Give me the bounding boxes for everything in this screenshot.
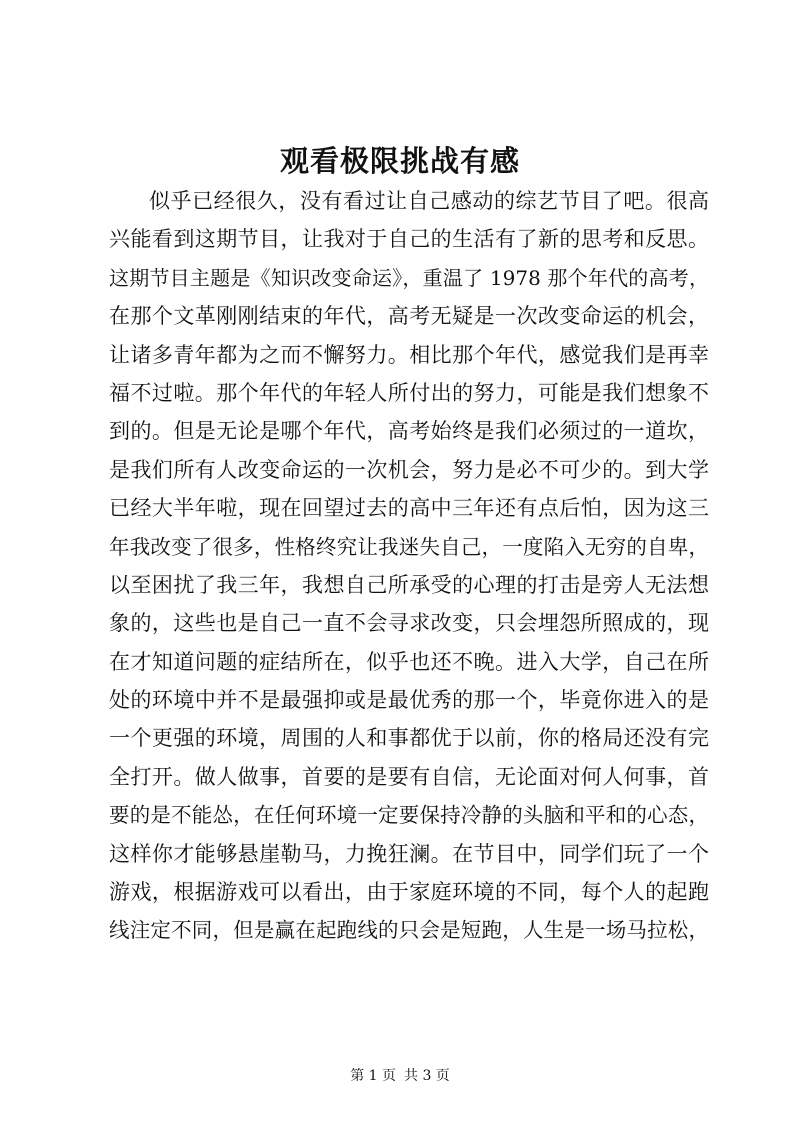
page-footer: [0, 1066, 800, 1086]
page-total: 共 3 页: [404, 1068, 450, 1084]
body-line: 这样你才能够悬崖勒马，力挽狂澜。在节目中，同学们玩了一个: [109, 841, 709, 866]
body-line: 以至困扰了我三年，我想自己所承受的心理的打击是旁人无法想: [109, 572, 709, 597]
body-line: 一个更强的环境，周围的人和事都优于以前，你的格局还没有完: [109, 726, 709, 751]
document-body: [109, 182, 709, 950]
document-title: 观看极限挑战有感: [279, 144, 520, 178]
body-line: 似乎已经很久，没有看过让自己感动的综艺节目了吧。很高: [149, 189, 709, 213]
body-line: 是我们所有人改变命运的一次机会，努力是必不可少的。到大学: [109, 457, 709, 482]
body-line: 全打开。做人做事，首要的是要有自信，无论面对何人何事，首: [109, 764, 709, 789]
body-line: 兴能看到这期节目，让我对于自己的生活有了新的思考和反思。: [109, 227, 709, 252]
page-number: 第 1 页: [350, 1068, 396, 1084]
body-line: 在才知道问题的症结所在，似乎也还不晚。进入大学，自己在所: [109, 649, 709, 674]
body-line: 年我改变了很多，性格终究让我迷失自己，一度陷入无穷的自卑，: [109, 534, 709, 559]
body-line: 福不过啦。那个年代的年轻人所付出的努力，可能是我们想象不: [109, 380, 709, 405]
body-line: 象的，这些也是自己一直不会寻求改变，只会埋怨所照成的，现: [109, 611, 709, 636]
body-line: 这期节目主题是《知识改变命运》，重温了 1978 那个年代的高考，: [109, 265, 709, 290]
body-line: 要的是不能怂，在任何环境一定要保持冷静的头脑和平和的心态，: [109, 803, 709, 828]
body-line: 线注定不同，但是赢在起跑线的只会是短跑，人生是一场马拉松，: [109, 918, 709, 943]
body-line: 到的。但是无论是哪个年代，高考始终是我们必须过的一道坎，: [109, 419, 709, 444]
body-line: 让诸多青年都为之而不懈努力。相比那个年代，感觉我们是再幸: [109, 342, 709, 367]
body-line: 已经大半年啦，现在回望过去的高中三年还有点后怕，因为这三: [109, 496, 709, 521]
body-line: 处的环境中并不是最强抑或是最优秀的那一个，毕竟你进入的是: [109, 688, 709, 713]
body-line: 游戏，根据游戏可以看出，由于家庭环境的不同，每个人的起跑: [109, 880, 709, 905]
body-line: 在那个文革刚刚结束的年代，高考无疑是一次改变命运的机会，: [109, 304, 709, 329]
